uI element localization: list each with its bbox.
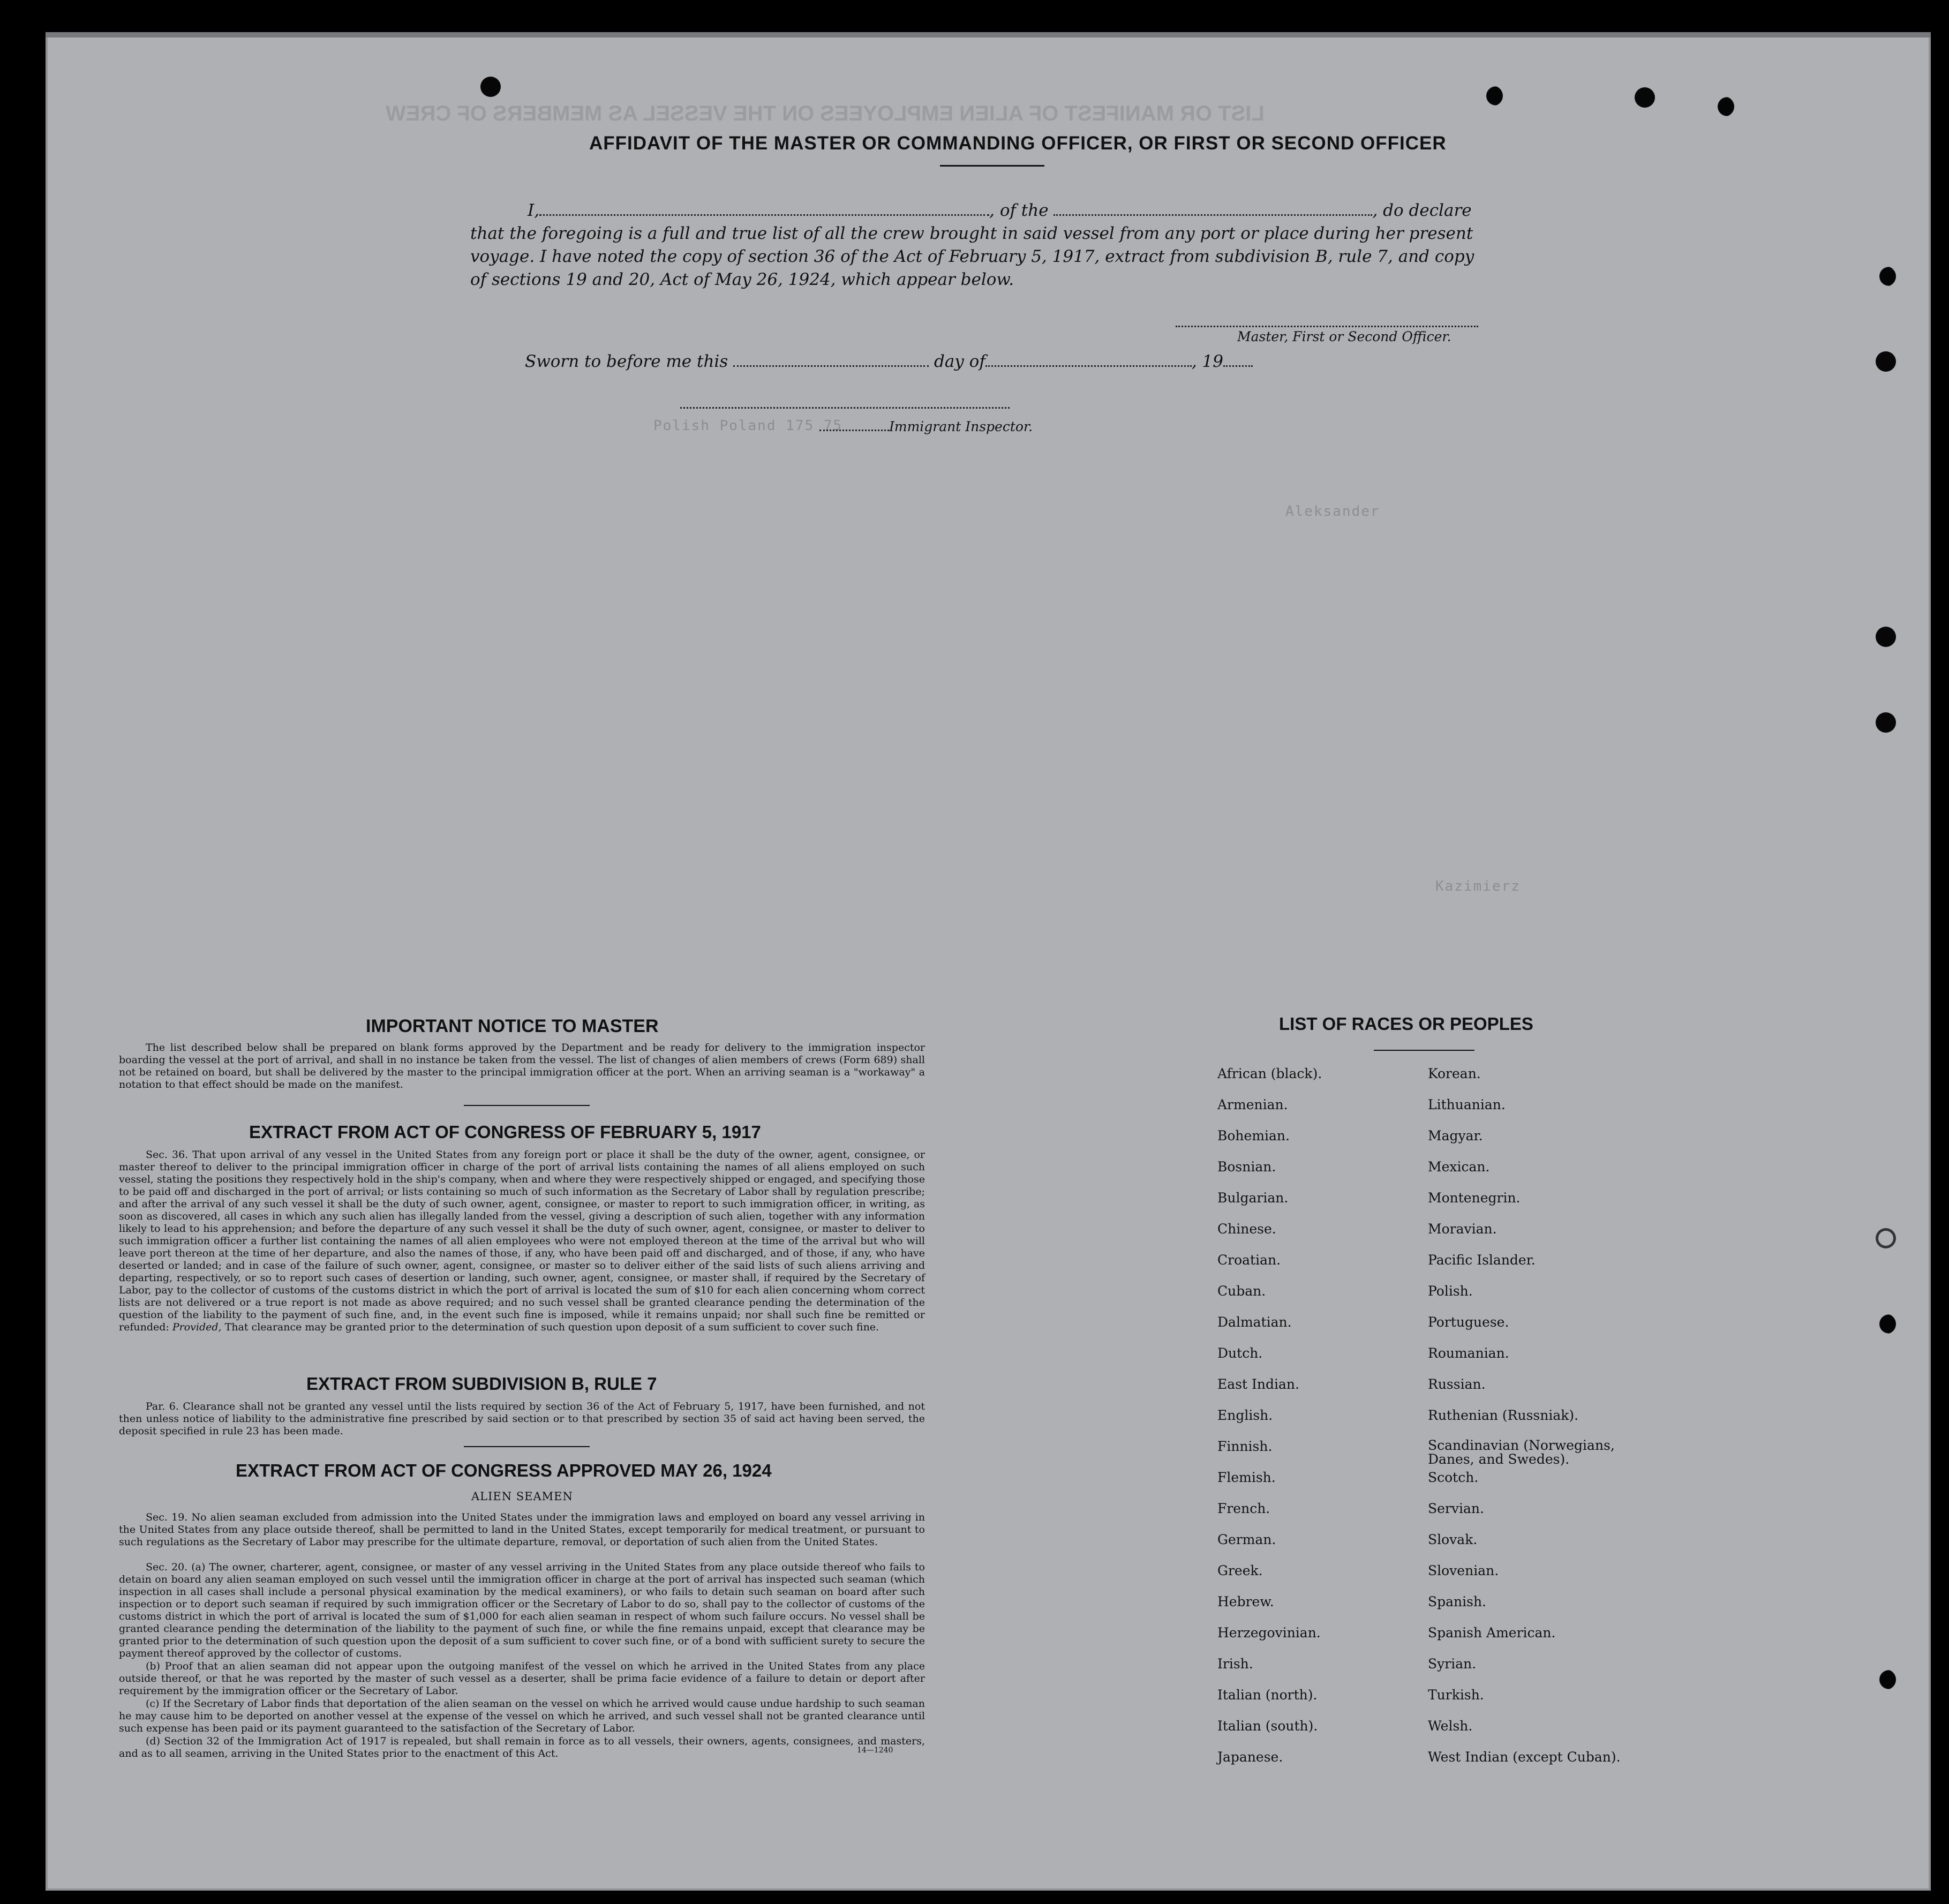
punch-hole bbox=[480, 77, 501, 97]
alien-seamen-subtitle: ALIEN SEAMEN bbox=[471, 1490, 573, 1503]
race-item: Moravian. bbox=[1428, 1221, 1497, 1237]
sec-36-end: That clearance may be granted prior to the determination of such question upon deposit of a sum sufficient to cover such fine. bbox=[224, 1321, 879, 1333]
race-item: Ruthenian (Russniak). bbox=[1428, 1408, 1579, 1423]
day-of-label: day of bbox=[934, 352, 985, 371]
extract-1924-title: EXTRACT FROM ACT OF CONGRESS APPROVED MAY 26, 1924 bbox=[236, 1461, 772, 1480]
master-signature-line[interactable] bbox=[1176, 326, 1478, 327]
race-item: Flemish. bbox=[1217, 1470, 1276, 1485]
race-item: Bulgarian. bbox=[1217, 1190, 1289, 1206]
affidavit-line-3: voyage. I have noted the copy of section 36 of the Act of February 5, 1917, extract from subdivision B, rule 7, and copy bbox=[470, 247, 1474, 266]
race-item: Welsh. bbox=[1428, 1718, 1473, 1734]
punch-hole bbox=[1714, 96, 1734, 117]
form-number: 14—1240 bbox=[857, 1746, 893, 1755]
sworn-day-field[interactable] bbox=[733, 365, 929, 367]
race-item: Irish. bbox=[1217, 1656, 1253, 1672]
race-item: English. bbox=[1217, 1408, 1273, 1423]
punch-hole bbox=[1876, 266, 1896, 287]
race-item: Dalmatian. bbox=[1217, 1314, 1292, 1330]
race-item: Servian. bbox=[1428, 1501, 1484, 1516]
sworn-label: Sworn to before me this bbox=[525, 352, 728, 371]
affidavit-title: AFFIDAVIT OF THE MASTER OR COMMANDING OFFICER, OR FIRST OR SECOND OFFICER bbox=[589, 133, 1447, 154]
notice-text: The list described below shall be prepared on blank forms approved by the Department and be ready for delivery to the immigration inspector boarding the vessel at the port of arrival, and shall in no instance be taken from the vessel. The list of changes of alien members of crews (Form 689) shall not be retained on board, but shall be delivered by the master to the principal immigration officer at the port. When an arriving seaman is a "workaway" a notation to that effect should be made on the manifest. bbox=[119, 1042, 925, 1090]
races-title: LIST OF RACES OR PEOPLES bbox=[1279, 1014, 1533, 1034]
race-item: Montenegrin. bbox=[1428, 1190, 1521, 1206]
i-label: I, bbox=[528, 201, 540, 220]
sec-20b-text: (b) Proof that an alien seaman did not appear upon the outgoing manifest of the vessel on which he arrived in the United States from any place outside thereof, or that he was reported by the master of such vessel as a deserter, shall be prima facie evidence of a failure to detain or deport after requirement by the immigration officer or the Secretary of Labor. bbox=[119, 1660, 925, 1697]
of-the-label: , of the bbox=[989, 201, 1049, 220]
name-field[interactable] bbox=[539, 214, 989, 216]
race-item: Spanish American. bbox=[1428, 1625, 1556, 1640]
affidavit-line-1 bbox=[528, 201, 1472, 220]
vessel-field[interactable] bbox=[1053, 214, 1372, 216]
year-label: , 19 bbox=[1191, 352, 1223, 371]
race-item: Chinese. bbox=[1217, 1221, 1276, 1237]
race-item: Italian (south). bbox=[1217, 1718, 1318, 1734]
punch-hole bbox=[1483, 86, 1503, 106]
provided-label: Provided, bbox=[172, 1321, 222, 1333]
title-divider bbox=[940, 165, 1044, 167]
extract-1917-title: EXTRACT FROM ACT OF CONGRESS OF FEBRUARY 5, 1917 bbox=[249, 1122, 761, 1142]
race-item: Magyar. bbox=[1428, 1128, 1483, 1143]
race-item: German. bbox=[1217, 1532, 1276, 1547]
race-item: Portuguese. bbox=[1428, 1314, 1509, 1330]
sec-36-label: Sec. 36. bbox=[146, 1149, 189, 1161]
inspector-dots bbox=[819, 430, 889, 431]
race-item: Korean. bbox=[1428, 1066, 1481, 1081]
notice-title: IMPORTANT NOTICE TO MASTER bbox=[366, 1016, 659, 1036]
affidavit-line-4: of sections 19 and 20, Act of May 26, 1924, which appear below. bbox=[470, 270, 1014, 289]
punch-hole bbox=[1876, 627, 1896, 647]
race-item: Croatian. bbox=[1217, 1252, 1281, 1268]
bleed-through-text: Polish Poland 175 75 bbox=[653, 418, 843, 434]
race-item: French. bbox=[1217, 1501, 1270, 1516]
affidavit-line-2: that the foregoing is a full and true list of all the crew brought in said vessel from any port or place during her present bbox=[470, 224, 1473, 243]
race-item: Scotch. bbox=[1428, 1470, 1479, 1485]
race-item: Greek. bbox=[1217, 1563, 1263, 1578]
extract-1917-text bbox=[119, 1149, 925, 1334]
race-item: Lithuanian. bbox=[1428, 1097, 1506, 1112]
punch-hole bbox=[1876, 1669, 1896, 1690]
race-item: Finnish. bbox=[1217, 1439, 1273, 1454]
races-divider bbox=[1374, 1050, 1474, 1051]
race-item: East Indian. bbox=[1217, 1376, 1299, 1392]
race-item: Dutch. bbox=[1217, 1345, 1263, 1361]
race-item: Slovak. bbox=[1428, 1532, 1478, 1547]
race-item: Russian. bbox=[1428, 1376, 1486, 1392]
race-item: Bohemian. bbox=[1217, 1128, 1290, 1143]
master-label: Master, First or Second Officer. bbox=[1237, 329, 1451, 344]
bleed-through-heading: LIST OR MANIFEST OF ALIEN EMPLOYEES ON THE VESSEL AS MEMBERS OF CREW bbox=[386, 102, 1265, 125]
sec-20d-text: (d) Section 32 of the Immigration Act of 1917 is repealed, but shall remain in force as to all vessels, their owners, agents, consignees, and masters, and as to all seamen, arriving in the United States prior to the enactment of this Act. bbox=[119, 1735, 925, 1759]
rule7-text: Par. 6. Clearance shall not be granted any vessel until the lists required by section 36 of the Act of February 5, 1917, have been furnished, and not then unless notice of liability to the administrative fine prescribed by said section or to that prescribed by section 35 of said act having been served, the deposit specified in rule 23 has been made. bbox=[119, 1401, 925, 1437]
sworn-month-field[interactable] bbox=[985, 365, 1192, 367]
race-item: Armenian. bbox=[1217, 1097, 1288, 1112]
punch-hole bbox=[1876, 1314, 1896, 1334]
race-item: Cuban. bbox=[1217, 1283, 1266, 1299]
race-item: Italian (north). bbox=[1217, 1687, 1318, 1703]
page-top-edge bbox=[46, 32, 1931, 37]
race-item: Roumanian. bbox=[1428, 1345, 1509, 1361]
sec-20a-text: Sec. 20. (a) The owner, charterer, agent, consignee, or master of any vessel arriving in the United States from any place outside thereof who fails to detain on board any alien seaman employed on such vessel until the immigration officer in charge at the port of arrival has inspected such seaman (which inspection in all cases shall include a personal physical examination by the medical examiners), or who fails to detain such seaman on board after such inspection or to deport such seaman if required by such immigration officer or the Secretary of Labor to do so, shall pay to the collector of customs of the customs district in which the port of arrival is located the sum of $1,000 for each alien seaman in respect of whom such failure occurs. No vessel shall be granted clearance pending the determination of the liability to the payment of such fine, or while the fine remains unpaid, except that clearance may be granted prior to the determination of such question upon the deposit of a sum sufficient to cover such fine, or of a bond with sufficient surety to secure the payment thereof approved by the collector of customs. bbox=[119, 1561, 925, 1659]
race-item: Bosnian. bbox=[1217, 1159, 1276, 1175]
race-item: Syrian. bbox=[1428, 1656, 1477, 1672]
inspector-label: Immigrant Inspector. bbox=[889, 419, 1033, 434]
sec-19-text: Sec. 19. No alien seaman excluded from admission into the United States under the immigration laws and employed on board any vessel arriving in the United States from any place outside thereof, shall be permitted to land in the United States, except temporarily for medical treatment, or pursuant to such regulations as the Secretary of Labor may prescribe for the ultimate departure, removal, or deportation of such alien from the United States. bbox=[119, 1511, 925, 1548]
race-item: Scandinavian (Norwegians, Danes, and Swedes). bbox=[1428, 1438, 1615, 1467]
race-item: Turkish. bbox=[1428, 1687, 1484, 1703]
race-item: West Indian (except Cuban). bbox=[1428, 1749, 1621, 1765]
race-item: Polish. bbox=[1428, 1283, 1473, 1299]
punch-hole bbox=[1876, 712, 1896, 733]
rule7-title: EXTRACT FROM SUBDIVISION B, RULE 7 bbox=[306, 1374, 657, 1394]
inspector-signature-line[interactable] bbox=[680, 407, 1010, 409]
race-item: Slovenian. bbox=[1428, 1563, 1499, 1578]
race-item: Herzegovinian. bbox=[1217, 1625, 1321, 1640]
divider bbox=[464, 1446, 590, 1447]
race-item: Japanese. bbox=[1217, 1749, 1283, 1765]
sec-20c-text: (c) If the Secretary of Labor finds that deportation of the alien seaman on the vessel on which he arrived would cause undue hardship to such seaman he may cause him to be deported on another vessel at the expense of the vessel on which he arrived, and such vessel shall not be granted clearance until such expense has been paid or its payment guaranteed to the satisfaction of the Secretary of Labor. bbox=[119, 1698, 925, 1734]
sec-36-body: That upon arrival of any vessel in the United States from any foreign port or place it shall be the duty of the owner, agent, consignee, or master thereof to deliver to the principal immigration officer in charge of the port of arrival lists containing the names of all aliens employed on such vessel, stating the positions they respectively hold in the ship's company, when and where they were respectively shipped or engaged, and specifying those to be paid off and discharged in the port of arrival; or lists containing so much of such information as the Secretary of Labor shall by regulation prescribe; and after the arrival of any such vessel it shall be the duty of such owner, agent, consignee, or master to report to such immigration officer, in writing, as soon as discovered, all cases in which any such alien has illegally landed from the vessel, giving a description of such alien, together with any information likely to lead to his apprehension; and before the departure of any such vessel it shall be the duty of such owner, agent, consignee, or master to deliver to such immigration officer a further list containing the names of all alien employees who were not employed thereon at the time of the arrival but who will leave port thereon at the time of her departure, and also the names of those, if any, who have been paid off and discharged, and of those, if any, who have deserted or landed; and in case of the failure of such owner, agent, consignee, or master so to deliver either of the said lists of such aliens arriving and departing, respectively, or so to report such cases of desertion or landing, such owner, agent, consignee, or master shall, if required by the Secretary of Labor, pay to the collector of customs of the customs district in which the port of arrival is located the sum of $10 for each alien concerning whom correct lists are not delivered or a true report is not made as above required; and no such vessel shall be granted clearance pending the determination of the question of the liability to the payment of such fine, and, in the event such fine is imposed, while it remains unpaid; nor shall such fine be remitted or refunded: bbox=[119, 1149, 925, 1333]
bleed-through-text: Aleksander bbox=[1285, 503, 1380, 520]
punch-hole bbox=[1876, 1228, 1896, 1248]
divider bbox=[464, 1105, 590, 1106]
inspector-line bbox=[819, 419, 1033, 434]
race-item: Mexican. bbox=[1428, 1159, 1490, 1175]
race-item: Pacific Islander. bbox=[1428, 1252, 1536, 1268]
sworn-year-field[interactable] bbox=[1223, 365, 1253, 367]
punch-hole bbox=[1635, 87, 1655, 108]
race-item: African (black). bbox=[1217, 1066, 1322, 1081]
punch-hole bbox=[1876, 351, 1896, 372]
declare-label: , do declare bbox=[1372, 201, 1472, 220]
bleed-through-text: Kazimierz bbox=[1435, 878, 1521, 894]
race-item: Spanish. bbox=[1428, 1594, 1487, 1609]
race-item: Hebrew. bbox=[1217, 1594, 1274, 1609]
sworn-line bbox=[525, 352, 1253, 371]
